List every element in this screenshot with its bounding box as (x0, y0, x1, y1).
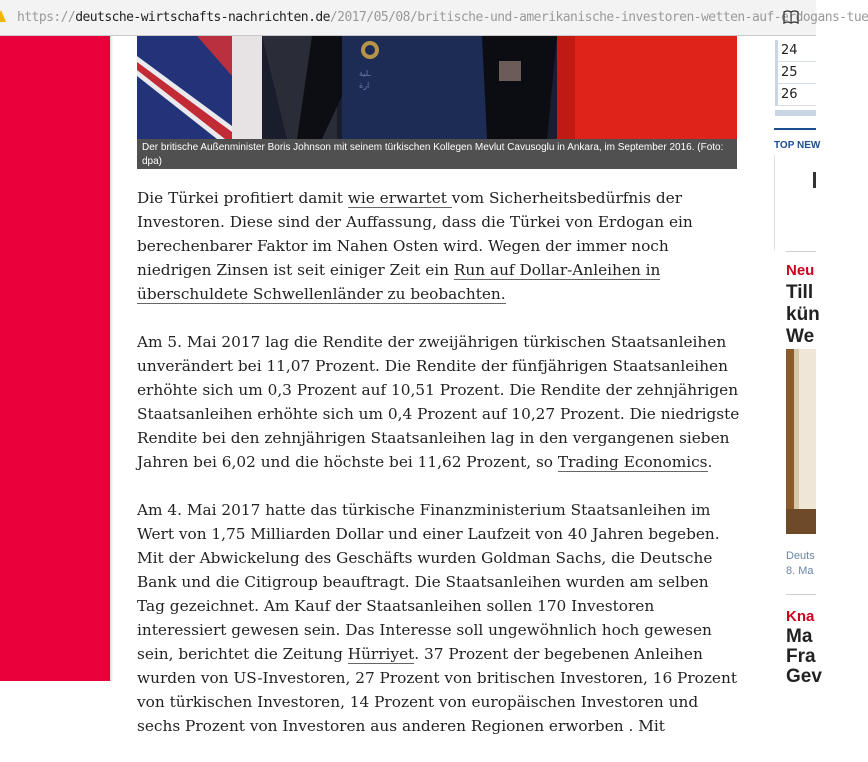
article-photo (137, 36, 737, 139)
article-paragraph: Am 4. Mai 2017 hatte das türkische Finanzministerium Staatsanleihen im Wert von 1,75 Milliarden Dollar und einer Laufzeit von 40 Jahren begeben. Mit der Abwickelung des Geschäfts wurden Goldman Sachs, die Deutsche Bank und die Citigroup beauftragt. Die Staatsanleihen wurden am selben Tag gezeichnet. Am Kauf der Staatsanleihen sollen 170 Investoren interessiert gewesen sein. Das Interesse soll ungewöhnlich hoch gewesen sein, berichtet die Zeitung Hürriyet. 37 Prozent der begebenen Anleihen wurden von US-Investoren, 27 Prozent von britischen Investoren, 16 Prozent von türkischen Investoren, 14 Prozent von europäischen Investoren und sechs Prozent von Investoren aus anderen Regionen erworben . Mit (137, 501, 737, 735)
url-text[interactable] (17, 9, 868, 27)
teaser-source: Deuts (786, 550, 815, 562)
article-body (137, 186, 741, 762)
link-hurriyet[interactable]: Hürriyet (347, 645, 415, 663)
url-path: /2017/05/08/britische-und-amerikanische-investoren-wetten-auf-erdogans-tue (329, 10, 868, 25)
teaser-headline-line[interactable]: kün (786, 304, 820, 325)
photo-illustration (137, 36, 737, 139)
calendar-bottom-border (775, 110, 816, 116)
reader-view-icon[interactable] (783, 10, 799, 24)
sidebar-divider (786, 251, 816, 252)
sidebar-divider (786, 594, 816, 595)
svg-text:ﺍﺭﺓ: ﺍﺭﺓ (359, 81, 370, 90)
teaser-headline-line[interactable]: Ma (786, 626, 813, 647)
svg-text:ـﻠﻴﺔ: ـﻠﻴﺔ (359, 69, 371, 78)
url-scheme: https:// (17, 10, 76, 25)
teaser-headline-line[interactable]: Fra (786, 646, 816, 667)
top-news-box (774, 155, 816, 250)
teaser-headline-line[interactable]: We (786, 326, 815, 347)
url-domain: deutsche-wirtschafts-nachrichten.de (75, 10, 330, 25)
calendar-day[interactable]: 24 (775, 40, 816, 62)
top-news-label[interactable]: TOP NEW (774, 140, 821, 151)
calendar-day[interactable]: 26 (775, 84, 816, 106)
teaser-thumbnail[interactable] (786, 349, 816, 534)
url-bar[interactable] (0, 0, 868, 36)
article-paragraph: Am 5. Mai 2017 lag die Rendite der zweijährigen türkischen Staatsanleihen unverändert bei 11,07 Prozent. Die Rendite der fünfjährigen Staatsanleihen erhöhte sich um 0,3 Prozent auf 10,51 Prozent. Die Rendite der zehnjährigen Staatsanleihen erhöhte sich um 0,4 Prozent auf 10,27 Prozent. Die niedrigste Rendite bei den zehnjährigen Staatsanleihen lag in den vergangenen sieben Jahren bei 6,02 und die höchste bei 11,62 Prozent, so Trading Economics. (137, 333, 740, 471)
link-trading-economics[interactable]: Trading Economics (557, 453, 708, 471)
calendar-widget (775, 36, 816, 116)
top-news-rule (774, 128, 816, 130)
teaser-kicker[interactable]: Neu (786, 262, 815, 279)
article-paragraph: Die Türkei profitiert damit wie erwartet vom Sicherheitsbedürfnis der Investoren. Diese sind der Auffassung, dass die Türkei von Erdogan ein berechenbarer Faktor im Nahen Osten wird. Wegen der immer noch niedrigen Zinsen ist seit einiger Zeit ein Run auf Dollar-Anleihen in überschuldete Schwellenländer zu beobachten. (137, 189, 693, 303)
link-dollar-anleihen[interactable]: Run auf Dollar-Anleihen in überschuldete Schwellenländer zu beobachten. (137, 261, 661, 303)
calendar-day[interactable]: 25 (775, 62, 816, 84)
warning-icon (0, 10, 6, 22)
teaser-headline-line[interactable]: Till (786, 282, 814, 303)
content-edge-shadow (110, 36, 113, 681)
teaser-kicker[interactable]: Kna (786, 608, 815, 625)
top-news-letter-fragment (813, 172, 816, 188)
teaser-headline-line[interactable]: Gev (786, 666, 822, 687)
link-wie-erwartet[interactable]: wie erwartet (347, 189, 452, 207)
teaser-date: 8. Ma (786, 565, 814, 577)
left-brand-strip (0, 36, 110, 681)
teaser-thumbnail-image (786, 349, 816, 534)
photo-caption: Der britische Außenminister Boris Johnson mit seinem türkischen Kollegen Mevlut Cavusoglu in Ankara, im September 2016. (Foto: dpa) (137, 139, 737, 169)
